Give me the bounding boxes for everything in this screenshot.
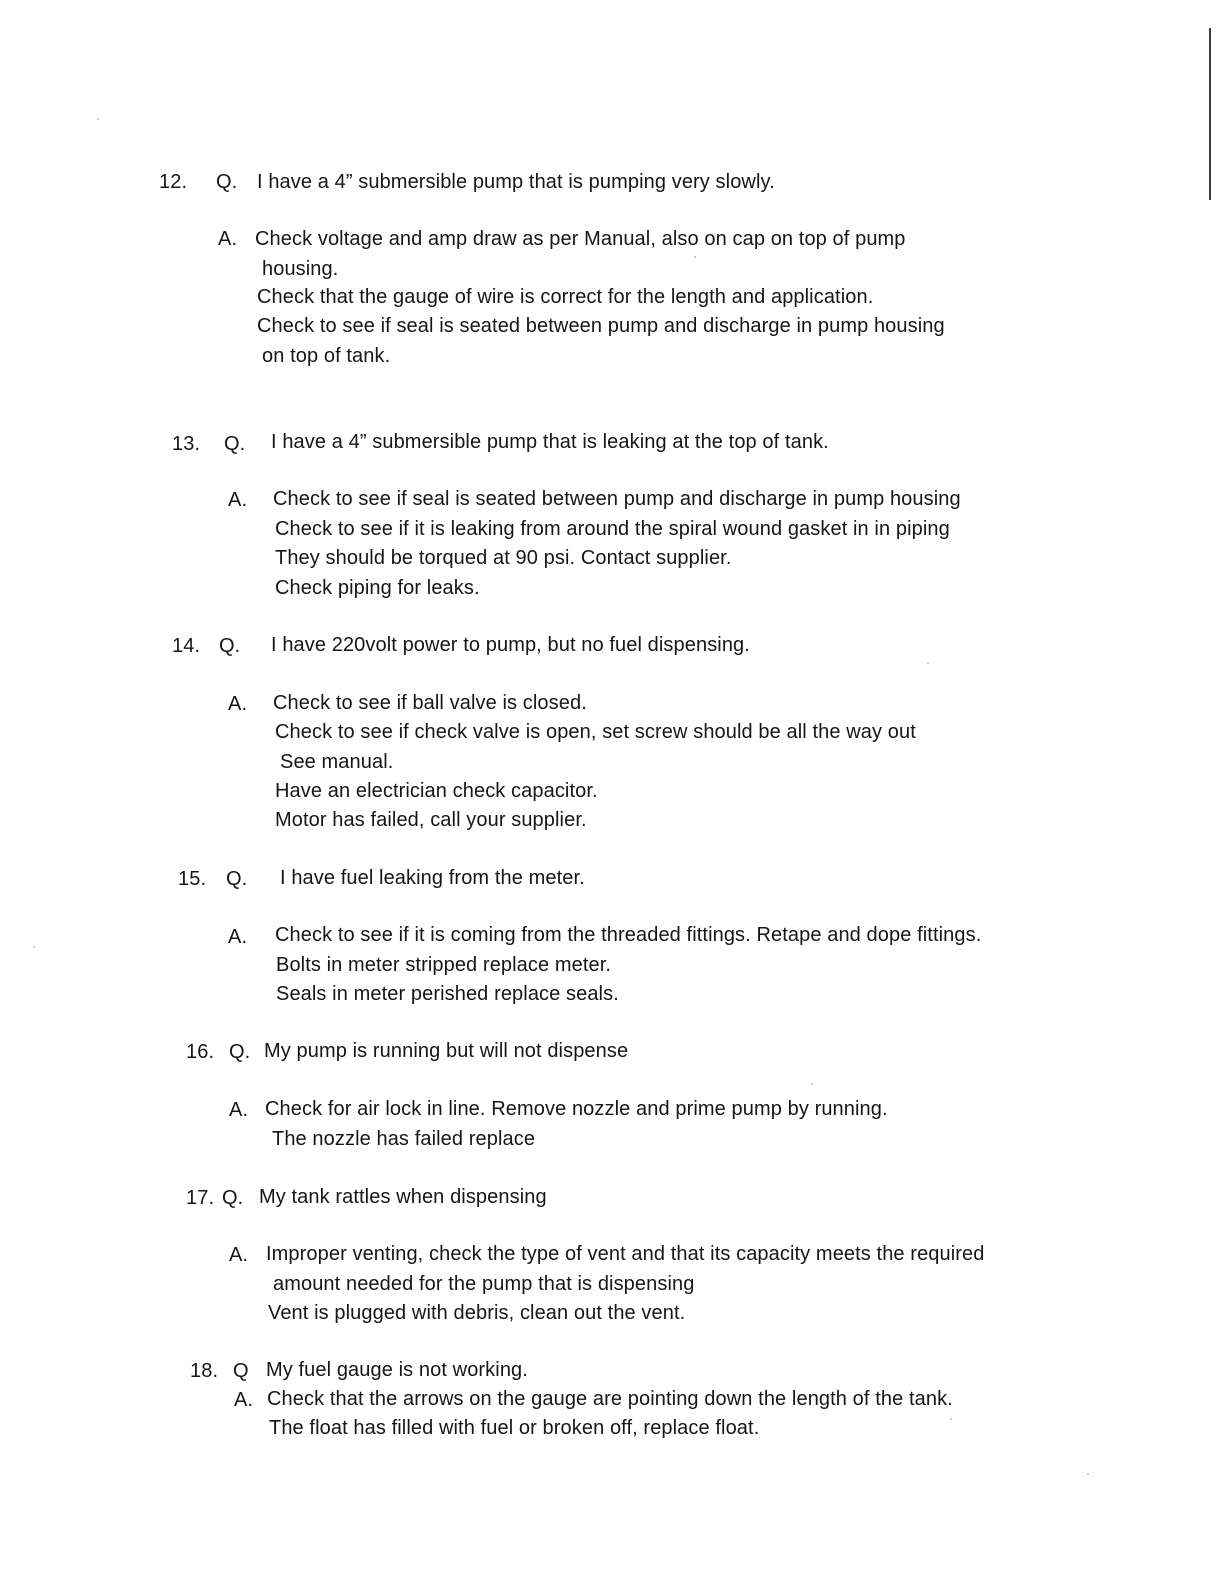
item-number: 15.: [178, 868, 207, 890]
answer-marker: A.: [229, 1244, 249, 1266]
answer-line: Check to see if seal is seated between pump and discharge in pump housing: [257, 315, 945, 337]
answer-marker: A.: [229, 1099, 249, 1121]
answer-line: Bolts in meter stripped replace meter.: [276, 954, 612, 976]
answer-line: The float has filled with fuel or broken off, replace float.: [269, 1417, 760, 1439]
question-marker: Q.: [224, 433, 246, 455]
answer-line: Check voltage and amp draw as per Manual, also on cap on top of pump: [255, 228, 906, 250]
answer-line: Check piping for leaks.: [275, 577, 480, 599]
question-marker: Q: [233, 1360, 249, 1382]
answer-line: on top of tank.: [262, 345, 391, 367]
question-marker: Q.: [226, 868, 248, 890]
scan-speck: [811, 1083, 813, 1085]
question-text: I have a 4” submersible pump that is pumping very slowly.: [257, 171, 775, 193]
question-marker: Q.: [216, 171, 238, 193]
answer-line: Improper venting, check the type of vent and that its capacity meets the required: [266, 1243, 985, 1265]
scan-speck: [33, 946, 35, 948]
scan-speck: [927, 662, 929, 664]
item-number: 14.: [172, 635, 201, 657]
answer-marker: A.: [228, 926, 248, 948]
item-number: 18.: [190, 1360, 219, 1382]
answer-line: Check to see if it is coming from the threaded fittings. Retape and dope fittings.: [275, 924, 982, 946]
item-number: 13.: [172, 433, 201, 455]
item-number: 12.: [159, 171, 188, 193]
answer-line: Check to see if it is leaking from around the spiral wound gasket in in piping: [275, 518, 950, 540]
answer-line: Check to see if ball valve is closed.: [273, 692, 587, 714]
answer-marker: A.: [218, 228, 238, 250]
answer-line: Check that the arrows on the gauge are pointing down the length of the tank.: [267, 1388, 953, 1410]
question-text: I have fuel leaking from the meter.: [280, 867, 585, 889]
answer-line: Vent is plugged with debris, clean out the vent.: [268, 1302, 686, 1324]
answer-line: Check to see if seal is seated between pump and discharge in pump housing: [273, 488, 961, 510]
answer-marker: A.: [234, 1389, 254, 1411]
question-marker: Q.: [229, 1041, 251, 1063]
answer-line: They should be torqued at 90 psi. Contact supplier.: [275, 547, 732, 569]
answer-line: Have an electrician check capacitor.: [275, 780, 598, 802]
answer-marker: A.: [228, 693, 248, 715]
scan-speck: [950, 1418, 952, 1420]
question-text: I have a 4” submersible pump that is leaking at the top of tank.: [271, 431, 829, 453]
answer-line: Motor has failed, call your supplier.: [275, 809, 587, 831]
question-text: My pump is running but will not dispense: [264, 1040, 629, 1062]
question-marker: Q.: [222, 1187, 244, 1209]
answer-marker: A.: [228, 489, 248, 511]
answer-line: Seals in meter perished replace seals.: [276, 983, 619, 1005]
answer-line: See manual.: [280, 751, 394, 773]
question-marker: Q.: [219, 635, 241, 657]
question-text: My tank rattles when dispensing: [259, 1186, 547, 1208]
answer-line: Check for air lock in line. Remove nozzle and prime pump by running.: [265, 1098, 888, 1120]
answer-line: amount needed for the pump that is dispensing: [273, 1273, 695, 1295]
question-text: I have 220volt power to pump, but no fuel dispensing.: [271, 634, 750, 656]
scan-speck: [694, 256, 696, 258]
answer-line: Check to see if check valve is open, set screw should be all the way out: [275, 721, 916, 743]
answer-line: Check that the gauge of wire is correct for the length and application.: [257, 286, 874, 308]
scan-speck: [1087, 1473, 1089, 1475]
answer-line: The nozzle has failed replace: [272, 1128, 536, 1150]
item-number: 17.: [186, 1187, 215, 1209]
scan-edge-line: [1209, 28, 1211, 200]
scan-speck: [97, 118, 99, 120]
item-number: 16.: [186, 1041, 215, 1063]
answer-line: housing.: [262, 258, 339, 280]
question-text: My fuel gauge is not working.: [266, 1359, 528, 1381]
